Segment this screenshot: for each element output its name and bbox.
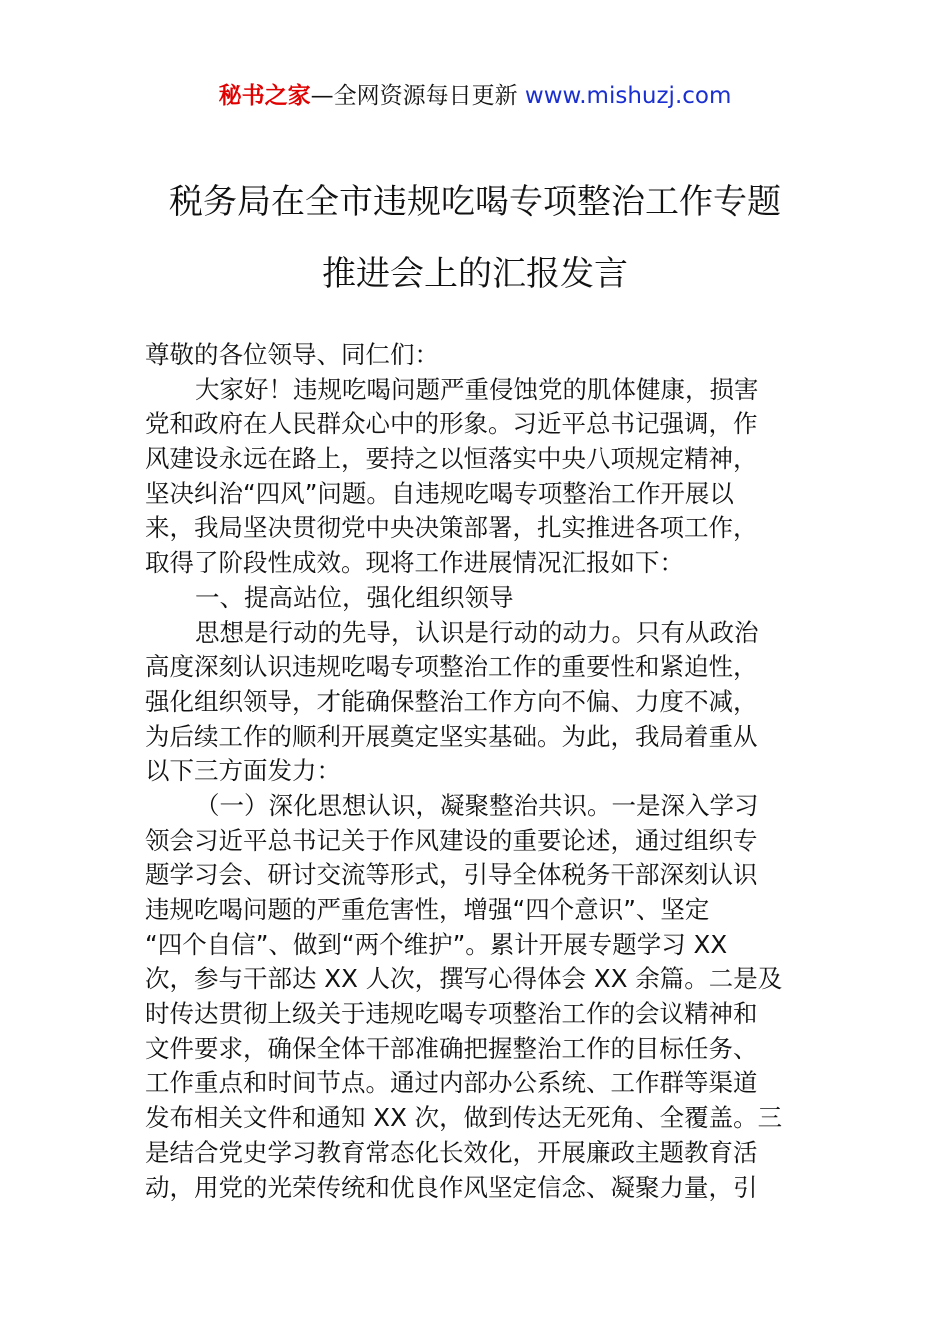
banner-tagline: —全网资源每日更新 xyxy=(310,83,525,109)
paragraph-line: 动，用党的光荣传统和优良作风坚定信念、凝聚力量，引 xyxy=(145,1172,758,1202)
paragraph-line: 发布相关文件和通知 XX 次，做到传达无死角、全覆盖。三 xyxy=(145,1103,783,1133)
paragraph-line: 风建设永远在路上，要持之以恒落实中央八项规定精神， xyxy=(145,444,758,474)
paragraph-line: “四个自信”、做到“两个维护”。累计开展专题学习 XX xyxy=(145,929,728,959)
paragraph-line: 是结合党史学习教育常态化长效化，开展廉政主题教育活 xyxy=(145,1137,758,1167)
paragraph-line: （一）深化思想认识，凝聚整治共识。一是深入学习 xyxy=(195,790,759,820)
paragraph-line: 党和政府在人民群众心中的形象。习近平总书记强调，作 xyxy=(145,409,758,439)
title-line-2: 推进会上的汇报发言 xyxy=(322,254,628,294)
paragraph-line: 坚决纠治“四风”问题。自违规吃喝专项整治工作开展以 xyxy=(145,478,734,508)
paragraph-line: 大家好！违规吃喝问题严重侵蚀党的肌体健康，损害 xyxy=(195,374,759,404)
paragraph-line: 时传达贯彻上级关于违规吃喝专项整治工作的会议精神和 xyxy=(145,999,758,1029)
document-body xyxy=(145,338,805,1205)
paragraph-line: 题学习会、研讨交流等形式，引导全体税务干部深刻认识 xyxy=(145,860,758,890)
paragraph-line: 领会习近平总书记关于作风建设的重要论述，通过组织专 xyxy=(145,825,758,855)
paragraph-line: 次，参与干部达 XX 人次，撰写心得体会 XX 余篇。二是及 xyxy=(145,964,783,994)
paragraph-line: 取得了阶段性成效。现将工作进展情况汇报如下： xyxy=(145,548,684,578)
site-banner xyxy=(0,80,950,112)
site-url-link[interactable]: www.mishuzj.com xyxy=(524,83,732,109)
paragraph-line: 高度深刻认识违规吃喝专项整治工作的重要性和紧迫性， xyxy=(145,652,758,682)
paragraph-line: 以下三方面发力： xyxy=(145,756,341,786)
paragraph-line: 强化组织领导，才能确保整治工作方向不偏、力度不减， xyxy=(145,686,758,716)
paragraph-line: 工作重点和时间节点。通过内部办公系统、工作群等渠道 xyxy=(145,1068,758,1098)
paragraph-line: 为后续工作的顺利开展奠定坚实基础。为此，我局着重从 xyxy=(145,721,758,751)
brand-name: 秘书之家 xyxy=(218,83,311,109)
paragraph-line: 文件要求，确保全体干部准确把握整治工作的目标任务、 xyxy=(145,1033,758,1063)
paragraph-line: 来，我局坚决贯彻党中央决策部署，扎实推进各项工作， xyxy=(145,513,758,543)
section-heading: 一、提高站位，强化组织领导 xyxy=(195,582,514,612)
paragraph-line: 违规吃喝问题的严重危害性，增强“四个意识”、坚定 xyxy=(145,895,710,924)
paragraph-line: 思想是行动的先导，认识是行动的动力。只有从政治 xyxy=(195,617,759,647)
salutation-line: 尊敬的各位领导、同仁们： xyxy=(145,340,439,369)
document-title xyxy=(0,166,950,310)
title-line-1: 税务局在全市违规吃喝专项整治工作专题 xyxy=(169,182,781,222)
